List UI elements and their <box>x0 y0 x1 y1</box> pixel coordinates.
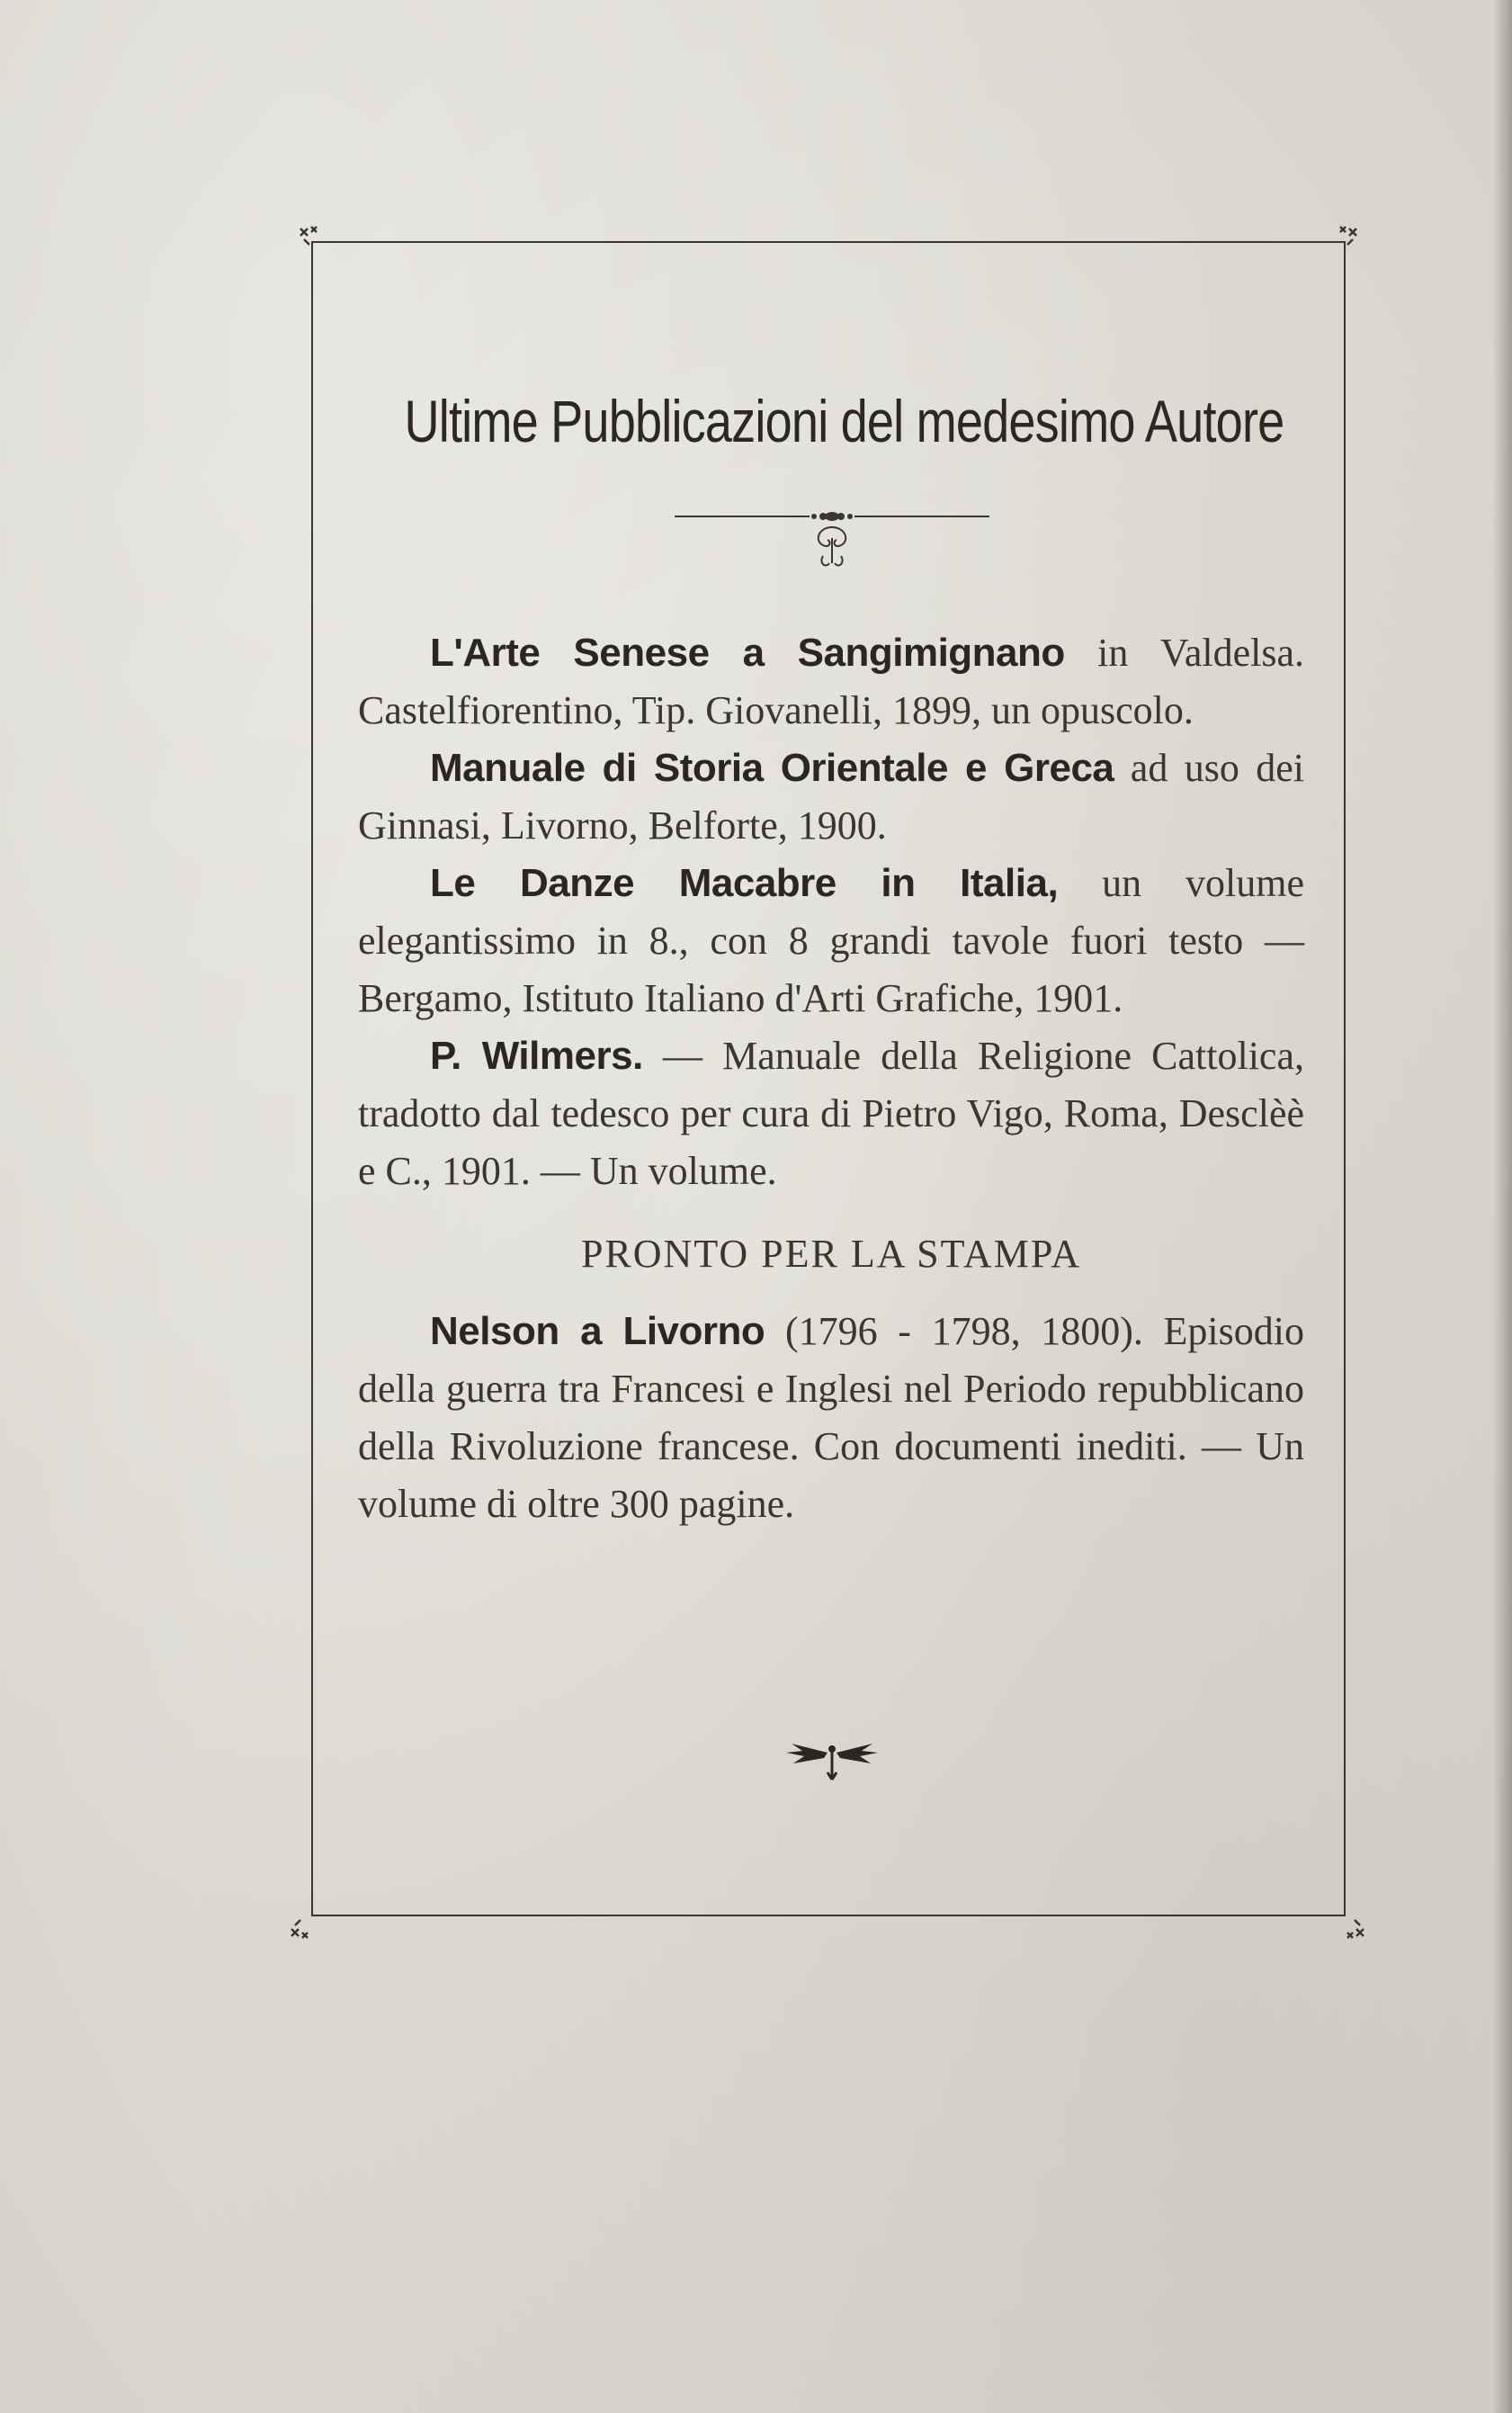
entry-title: Le Danze Macabre in Italia, <box>430 861 1059 905</box>
entry-title: Manuale di Storia Orientale e Greca <box>430 746 1114 790</box>
fleuron-divider-icon <box>675 500 989 581</box>
section-heading: PRONTO PER LA STAMPA <box>580 1232 1082 1276</box>
entry-title: L'Arte Senese a Sangimignano <box>430 631 1065 675</box>
page-edge-shadow <box>1492 0 1512 2413</box>
publication-list <box>358 624 1304 1533</box>
entry-text: in Valdelsa. Castelfiorentino, Tip. Giovanelli, 1899, un opuscolo. <box>358 631 1304 732</box>
entry-title: P. Wilmers. <box>430 1034 643 1078</box>
entry-title: Nelson a Livorno <box>430 1309 765 1353</box>
corner-ornament-icon <box>1340 1915 1367 1942</box>
list-item <box>358 1027 1304 1200</box>
entry-text: (1796 - 1798, 1800). Episodio della guerra tra Francesi e Inglesi nel Periodo repubblicano della Rivoluzione francese. Con documenti inediti. — Un volume di oltre 300 pagine. <box>358 1309 1305 1526</box>
list-item <box>358 624 1304 740</box>
entry-text: — Manuale della Religione Cattolica, tradotto dal tedesco per cura di Pietro Vigo, Roma, Desclèè e C., 1901. — Un volume. <box>358 1034 1304 1193</box>
entry-text: ad uso dei Ginnasi, Livorno, Belforte, 1900. <box>358 746 1304 848</box>
corner-ornament-icon <box>288 1915 315 1942</box>
page-title: Ultime Pubblicazioni del medesimo Autore <box>404 388 1284 454</box>
entry-text: un volume elegantissimo in 8., con 8 grandi tavole fuori testo — Bergamo, Istituto Italiano d'Arti Grafiche, 1901. <box>358 861 1304 1020</box>
list-item <box>358 740 1304 855</box>
list-item <box>358 855 1304 1027</box>
list-item <box>358 1303 1304 1533</box>
tailpiece-ornament-icon <box>783 1736 881 1790</box>
